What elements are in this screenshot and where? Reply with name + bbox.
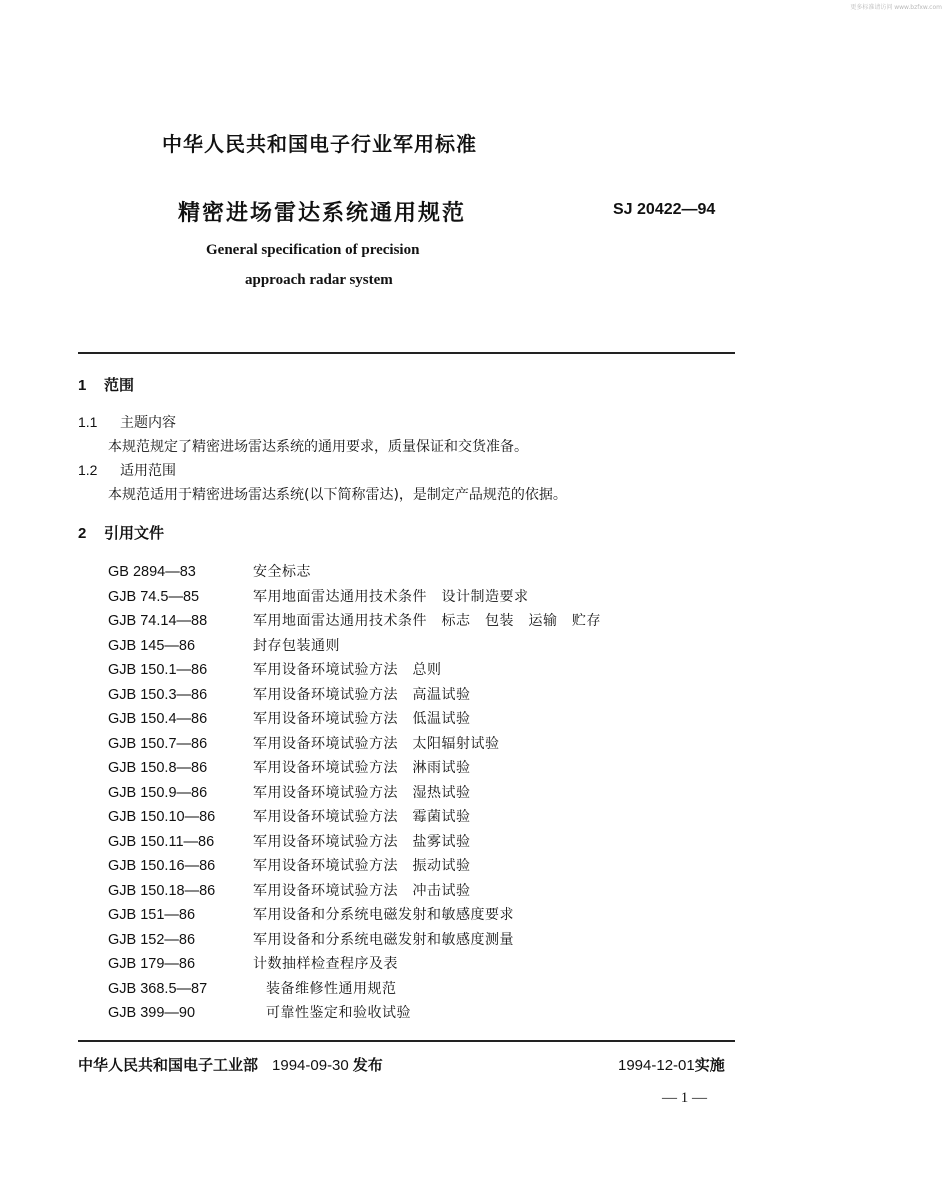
reference-item bbox=[108, 756, 708, 781]
section-title: 适用范围 bbox=[120, 463, 176, 479]
reference-title: 军用设备和分系统电磁发射和敏感度测量 bbox=[253, 931, 514, 948]
reference-item bbox=[108, 805, 708, 830]
watermark-text: 更多标准请访问 www.bzfxw.com bbox=[850, 4, 942, 11]
reference-title: 军用设备环境试验方法 霉菌试验 bbox=[253, 809, 471, 825]
reference-title: 安全标志 bbox=[253, 564, 311, 580]
reference-title: 军用设备环境试验方法 湿热试验 bbox=[253, 784, 471, 801]
reference-title: 军用设备环境试验方法 振动试验 bbox=[253, 858, 471, 874]
reference-item bbox=[108, 658, 708, 683]
reference-code: GJB 145—86 bbox=[108, 637, 196, 654]
section-number: 1 bbox=[78, 377, 87, 394]
reference-code: GJB 152—86 bbox=[108, 931, 196, 948]
reference-item bbox=[108, 707, 708, 732]
section-1-1-heading bbox=[78, 412, 176, 432]
reference-code: GJB 179—86 bbox=[108, 956, 196, 972]
reference-title: 可靠性鉴定和验收试验 bbox=[266, 1005, 411, 1021]
reference-title: 军用设备环境试验方法 总则 bbox=[253, 662, 442, 678]
reference-title: 军用设备和分系统电磁发射和敏感度要求 bbox=[253, 907, 514, 923]
reference-code: GJB 150.9—86 bbox=[108, 784, 208, 801]
section-1-2-heading bbox=[78, 460, 176, 480]
reference-code: GJB 150.8—86 bbox=[108, 760, 208, 776]
reference-item bbox=[108, 585, 708, 610]
implement-label: 实施 bbox=[694, 1056, 725, 1074]
reference-code: GJB 150.7—86 bbox=[108, 735, 208, 752]
section-1-heading bbox=[78, 374, 134, 395]
reference-item bbox=[108, 609, 708, 634]
reference-title: 军用设备环境试验方法 太阳辐射试验 bbox=[253, 735, 500, 752]
section-number: 2 bbox=[78, 525, 87, 542]
reference-item bbox=[108, 854, 708, 879]
reference-item bbox=[108, 830, 708, 855]
standard-body-heading: 中华人民共和国电子行业军用标准 bbox=[162, 132, 477, 156]
reference-title: 军用设备环境试验方法 低温试验 bbox=[253, 711, 471, 727]
reference-item bbox=[108, 1001, 708, 1026]
reference-code: GJB 151—86 bbox=[108, 907, 196, 923]
reference-item bbox=[108, 928, 708, 953]
header-divider bbox=[78, 352, 735, 354]
footer-divider bbox=[78, 1040, 735, 1042]
reference-code: GJB 150.3—86 bbox=[108, 686, 208, 703]
reference-title: 计数抽样检查程序及表 bbox=[253, 956, 398, 972]
reference-code: GJB 150.18—86 bbox=[108, 882, 216, 899]
document-title-cn: 精密进场雷达系统通用规范 bbox=[178, 201, 467, 226]
reference-item bbox=[108, 634, 708, 659]
reference-item bbox=[108, 560, 708, 585]
reference-title: 军用设备环境试验方法 冲击试验 bbox=[253, 882, 471, 899]
reference-code: GJB 150.11—86 bbox=[108, 833, 215, 850]
publish-info bbox=[78, 1054, 383, 1075]
reference-item bbox=[108, 952, 708, 977]
reference-code: GJB 74.5—85 bbox=[108, 588, 200, 605]
reference-code: GJB 74.14—88 bbox=[108, 613, 208, 629]
publish-label: 发布 bbox=[352, 1056, 383, 1074]
reference-item bbox=[108, 732, 708, 757]
reference-title: 装备维修性通用规范 bbox=[266, 980, 397, 997]
implement-date: 1994-12-01 bbox=[618, 1057, 695, 1074]
section-1-2-text: 本规范适用于精密进场雷达系统(以下简称雷达)，是制定产品规范的依据。 bbox=[108, 487, 567, 503]
reference-title: 军用设备环境试验方法 高温试验 bbox=[253, 686, 471, 703]
reference-code: GJB 150.16—86 bbox=[108, 858, 216, 874]
reference-item bbox=[108, 903, 708, 928]
reference-title: 封存包装通则 bbox=[253, 637, 340, 654]
section-title: 主题内容 bbox=[120, 415, 176, 431]
reference-code: GB 2894—83 bbox=[108, 564, 196, 580]
standard-code: SJ 20422—94 bbox=[613, 201, 716, 218]
section-2-heading bbox=[78, 522, 164, 543]
reference-title: 军用设备环境试验方法 淋雨试验 bbox=[253, 760, 471, 776]
section-title: 范围 bbox=[104, 376, 135, 394]
reference-title: 军用设备环境试验方法 盐雾试验 bbox=[253, 833, 471, 850]
publish-date: 1994-09-30 bbox=[272, 1057, 349, 1074]
reference-item bbox=[108, 781, 708, 806]
issuer: 中华人民共和国电子工业部 bbox=[78, 1056, 259, 1074]
section-number: 1.2 bbox=[78, 462, 98, 478]
reference-item bbox=[108, 879, 708, 904]
reference-item bbox=[108, 977, 708, 1002]
reference-code: GJB 399—90 bbox=[108, 1005, 196, 1021]
section-number: 1.1 bbox=[78, 414, 98, 430]
reference-code: GJB 150.10—86 bbox=[108, 809, 216, 825]
document-title-en-line2: approach radar system bbox=[245, 272, 393, 288]
reference-code: GJB 150.1—86 bbox=[108, 662, 208, 678]
page-number: — 1 — bbox=[662, 1090, 707, 1106]
reference-title: 军用地面雷达通用技术条件 设计制造要求 bbox=[253, 588, 529, 605]
reference-code: GJB 150.4—86 bbox=[108, 711, 208, 727]
section-title: 引用文件 bbox=[104, 524, 165, 542]
section-1-1-text: 本规范规定了精密进场雷达系统的通用要求，质量保证和交货准备。 bbox=[108, 439, 528, 455]
reference-item bbox=[108, 683, 708, 708]
implement-info bbox=[618, 1054, 725, 1075]
document-title-en-line1: General specification of precision bbox=[206, 242, 420, 258]
reference-title: 军用地面雷达通用技术条件 标志 包装 运输 贮存 bbox=[253, 613, 601, 629]
reference-code: GJB 368.5—87 bbox=[108, 980, 208, 997]
reference-list bbox=[108, 560, 708, 1026]
